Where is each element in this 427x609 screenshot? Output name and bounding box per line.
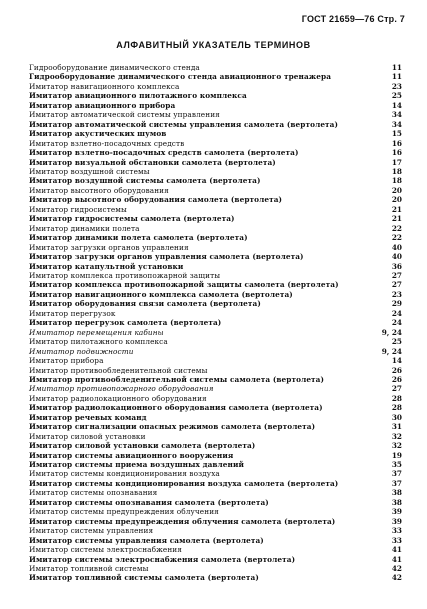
index-entry-term: Имитатор динамики полета самолета (вертолета) — [29, 233, 248, 243]
index-entry-pages: 26 — [391, 374, 402, 384]
index-entry — [29, 413, 402, 422]
index-entry — [29, 573, 402, 582]
index-entry-pages: 40 — [391, 242, 402, 252]
index-entry-term: Имитатор системы опознавания самолета (вертолета) — [29, 497, 269, 507]
index-entry-pages: 19 — [391, 450, 402, 460]
index-entry — [29, 224, 402, 233]
index-entry-term: Имитатор противообледенительной системы — [29, 365, 208, 375]
index-entry-term: Имитатор авиационного прибора — [29, 100, 176, 110]
index-entry-term: Имитатор системы кондиционирования воздуха — [29, 469, 220, 479]
index-entry-term: Имитатор системы приема воздушных давлений — [29, 460, 245, 470]
index-entry-term: Имитатор гидросистемы самолета (вертолета) — [29, 214, 235, 224]
index-entry-pages: 41 — [391, 545, 402, 555]
index-entry — [29, 498, 402, 507]
index-entry-pages: 34 — [391, 119, 402, 129]
index-entry — [29, 441, 402, 450]
index-entry-term: Имитатор высотного оборудования — [29, 185, 169, 195]
index-entry-term: Имитатор оборудования связи самолета (вертолета) — [29, 299, 261, 309]
index-entry-term: Имитатор радиолокационного оборудования самолета (вертолета) — [29, 403, 323, 413]
page-header: ГОСТ 21659—76 Стр. 7 — [301, 14, 405, 24]
index-entry — [29, 167, 402, 176]
index-entry-term: Имитатор системы предупреждения облучения — [29, 507, 219, 517]
index-entry-pages: 24 — [391, 318, 402, 328]
index-entry-pages: 38 — [391, 497, 402, 507]
index-entry-term: Имитатор топливной системы самолета (вертолета) — [29, 573, 259, 583]
index-entry-term: Имитатор системы предупреждения облучения самолета (вертолета) — [29, 516, 336, 526]
index-entry-pages: 39 — [391, 516, 402, 526]
index-entry-pages: 35 — [391, 460, 402, 470]
index-entry-term: Имитатор навигационного комплекса — [29, 81, 180, 91]
index-entry-pages: 21 — [391, 214, 402, 224]
index-entry-pages: 38 — [391, 488, 402, 498]
index-entry — [29, 280, 402, 289]
index-entry-pages: 40 — [391, 252, 402, 262]
index-entry-pages: 18 — [391, 166, 402, 176]
index-entry — [29, 347, 402, 356]
index-entry — [29, 299, 402, 308]
index-entry — [29, 432, 402, 441]
index-entry-term: Гидрооборудование динамического стенда — [29, 63, 200, 72]
index-entry-term: Имитатор системы электроснабжения — [29, 545, 182, 555]
index-entry — [29, 328, 402, 337]
index-entry-pages: 14 — [391, 356, 402, 366]
index-entry-pages: 23 — [391, 289, 402, 299]
index-entry-term: Имитатор визуальной обстановки самолета (вертолета) — [29, 157, 276, 167]
index-entry-term: Имитатор воздушной системы — [29, 166, 150, 176]
index-entry — [29, 243, 402, 252]
index-entry-pages: 29 — [391, 299, 402, 309]
index-entry-term: Имитатор противопожарного оборудования — [29, 384, 214, 394]
index-entry-pages: 20 — [391, 195, 402, 205]
index-entry-pages: 31 — [391, 422, 402, 432]
index-entry-term: Имитатор перегрузок самолета (вертолета) — [29, 318, 222, 328]
index-entry — [29, 158, 402, 167]
index-entry-pages: 37 — [391, 469, 402, 479]
index-entry-pages: 27 — [391, 280, 402, 290]
index-entry-term: Имитатор автоматической системы управления самолета (вертолета) — [29, 119, 339, 129]
index-entry-pages: 15 — [391, 129, 402, 139]
index-entry-term: Имитатор перегрузок — [29, 308, 116, 318]
index-entry — [29, 186, 402, 195]
index-entry-term: Имитатор пилотажного комплекса — [29, 337, 168, 347]
index-entry-pages: 24 — [391, 308, 402, 318]
index-entry — [29, 469, 402, 478]
index-entry — [29, 271, 402, 280]
index-entry — [29, 356, 402, 365]
index-entry-pages: 11 — [391, 72, 402, 82]
index-entry — [29, 384, 402, 393]
index-entry-term: Имитатор силовой установки — [29, 431, 146, 441]
index-entry-pages: 18 — [391, 176, 402, 186]
index-entry-pages: 39 — [391, 507, 402, 517]
index-entry — [29, 129, 402, 138]
index-entry — [29, 451, 402, 460]
index-entry-term: Имитатор комплекса противопожарной защиты — [29, 270, 221, 280]
index-entry — [29, 214, 402, 223]
index-entry-term: Имитатор высотного оборудования самолета (вертолета) — [29, 195, 283, 205]
index-entry — [29, 403, 402, 412]
index-entry — [29, 375, 402, 384]
index-entry — [29, 82, 402, 91]
index-entry-term: Имитатор силовой установки самолета (вертолета) — [29, 441, 256, 451]
index-entry-pages: 27 — [391, 384, 402, 394]
index-entry — [29, 91, 402, 100]
index-entry — [29, 110, 402, 119]
index-entry-term: Имитатор перемещения кабины — [29, 327, 164, 337]
index-entry-pages: 28 — [391, 403, 402, 413]
index-entry-term: Имитатор навигационного комплекса самолета (вертолета) — [29, 289, 293, 299]
index-entry-term: Имитатор авиационного пилотажного комплекса — [29, 91, 247, 101]
index-entry-term: Имитатор воздушной системы самолета (вертолета) — [29, 176, 261, 186]
index-entry-pages: 41 — [391, 554, 402, 564]
index-entry-term: Имитатор взлетно-посадочных средств самолета (вертолета) — [29, 148, 299, 158]
index-entry-term: Имитатор автоматической системы управления — [29, 110, 220, 120]
index-entry — [29, 63, 402, 72]
index-entry-pages: 25 — [391, 337, 402, 347]
index-entry — [29, 479, 402, 488]
index-entry-term: Имитатор топливной системы — [29, 564, 149, 574]
index-entry-pages: 23 — [391, 81, 402, 91]
index-entry-term: Имитатор системы кондиционирования воздуха самолета (вертолета) — [29, 478, 339, 488]
index-entry — [29, 517, 402, 526]
index-entry-term: Имитатор гидросистемы — [29, 204, 127, 214]
index-entry-term: Имитатор системы управления самолета (вертолета) — [29, 535, 264, 545]
index-entry — [29, 526, 402, 535]
index-entry-pages: 9, 24 — [381, 327, 402, 337]
index-entry-pages: 20 — [391, 185, 402, 195]
index-entry — [29, 120, 402, 129]
index-entry-pages: 16 — [391, 148, 402, 158]
index-entry — [29, 176, 402, 185]
index-entry-pages: 32 — [391, 441, 402, 451]
index-entry — [29, 507, 402, 516]
index-entry-term: Имитатор прибора — [29, 356, 104, 366]
index-entry-term: Имитатор речевых команд — [29, 412, 147, 422]
index-entry — [29, 536, 402, 545]
index-entry-term: Имитатор динамики полета — [29, 223, 140, 233]
index-entry-pages: 21 — [391, 204, 402, 214]
index-list — [29, 63, 402, 583]
index-entry — [29, 195, 402, 204]
index-entry — [29, 564, 402, 573]
index-entry-pages: 22 — [391, 233, 402, 243]
index-entry-pages: 9, 24 — [381, 346, 402, 356]
index-entry — [29, 318, 402, 327]
index-entry — [29, 337, 402, 346]
index-entry-pages: 11 — [391, 63, 402, 72]
index-entry — [29, 366, 402, 375]
index-entry-pages: 42 — [391, 564, 402, 574]
index-entry-pages: 32 — [391, 431, 402, 441]
index-entry-term: Имитатор системы авиационного вооружения — [29, 450, 234, 460]
index-entry — [29, 252, 402, 261]
index-entry-pages: 28 — [391, 393, 402, 403]
index-entry-term: Имитатор акустических шумов — [29, 129, 167, 139]
index-entry — [29, 555, 402, 564]
index-entry — [29, 309, 402, 318]
index-entry-term: Имитатор загрузки органов управления — [29, 242, 189, 252]
index-entry-pages: 34 — [391, 110, 402, 120]
index-entry-pages: 42 — [391, 573, 402, 583]
index-entry-pages: 26 — [391, 365, 402, 375]
index-entry-term: Имитатор радиолокационного оборудования — [29, 393, 207, 403]
index-entry-pages: 17 — [391, 157, 402, 167]
index-entry — [29, 422, 402, 431]
index-entry-pages: 33 — [391, 535, 402, 545]
index-entry-pages: 22 — [391, 223, 402, 233]
index-entry — [29, 545, 402, 554]
index-entry-term: Имитатор противообледенительной системы самолета (вертолета) — [29, 374, 325, 384]
index-entry-term: Имитатор комплекса противопожарной защиты самолета (вертолета) — [29, 280, 339, 290]
index-entry-pages: 27 — [391, 270, 402, 280]
index-entry — [29, 72, 402, 81]
index-entry — [29, 148, 402, 157]
index-entry — [29, 262, 402, 271]
index-entry — [29, 394, 402, 403]
index-entry-term: Имитатор системы опознавания — [29, 488, 158, 498]
index-entry-term: Имитатор загрузки органов управления самолета (вертолета) — [29, 252, 304, 262]
index-entry — [29, 101, 402, 110]
index-entry-pages: 36 — [391, 261, 402, 271]
index-entry-term: Имитатор системы электроснабжения самолета (вертолета) — [29, 554, 296, 564]
index-entry-term: Имитатор взлетно-посадочных средств — [29, 138, 185, 148]
index-entry-term: Имитатор катапультной установки — [29, 261, 184, 271]
index-entry — [29, 233, 402, 242]
index-entry — [29, 205, 402, 214]
index-entry — [29, 488, 402, 497]
index-entry-term: Имитатор системы управления — [29, 526, 154, 536]
index-entry — [29, 460, 402, 469]
index-entry-pages: 30 — [391, 412, 402, 422]
index-entry-term: Имитатор сигнализации опасных режимов самолета (вертолета) — [29, 422, 316, 432]
index-entry-pages: 16 — [391, 138, 402, 148]
index-entry-pages: 14 — [391, 100, 402, 110]
index-entry — [29, 139, 402, 148]
index-entry-pages: 33 — [391, 526, 402, 536]
index-entry-pages: 25 — [391, 91, 402, 101]
index-entry — [29, 290, 402, 299]
index-entry-pages: 37 — [391, 478, 402, 488]
index-title: АЛФАВИТНЫЙ УКАЗАТЕЛЬ ТЕРМИНОВ — [116, 40, 311, 50]
index-entry-term: Гидрооборудование динамического стенда авиационного тренажера — [29, 72, 332, 82]
index-entry-term: Имитатор подвижности — [29, 346, 134, 356]
